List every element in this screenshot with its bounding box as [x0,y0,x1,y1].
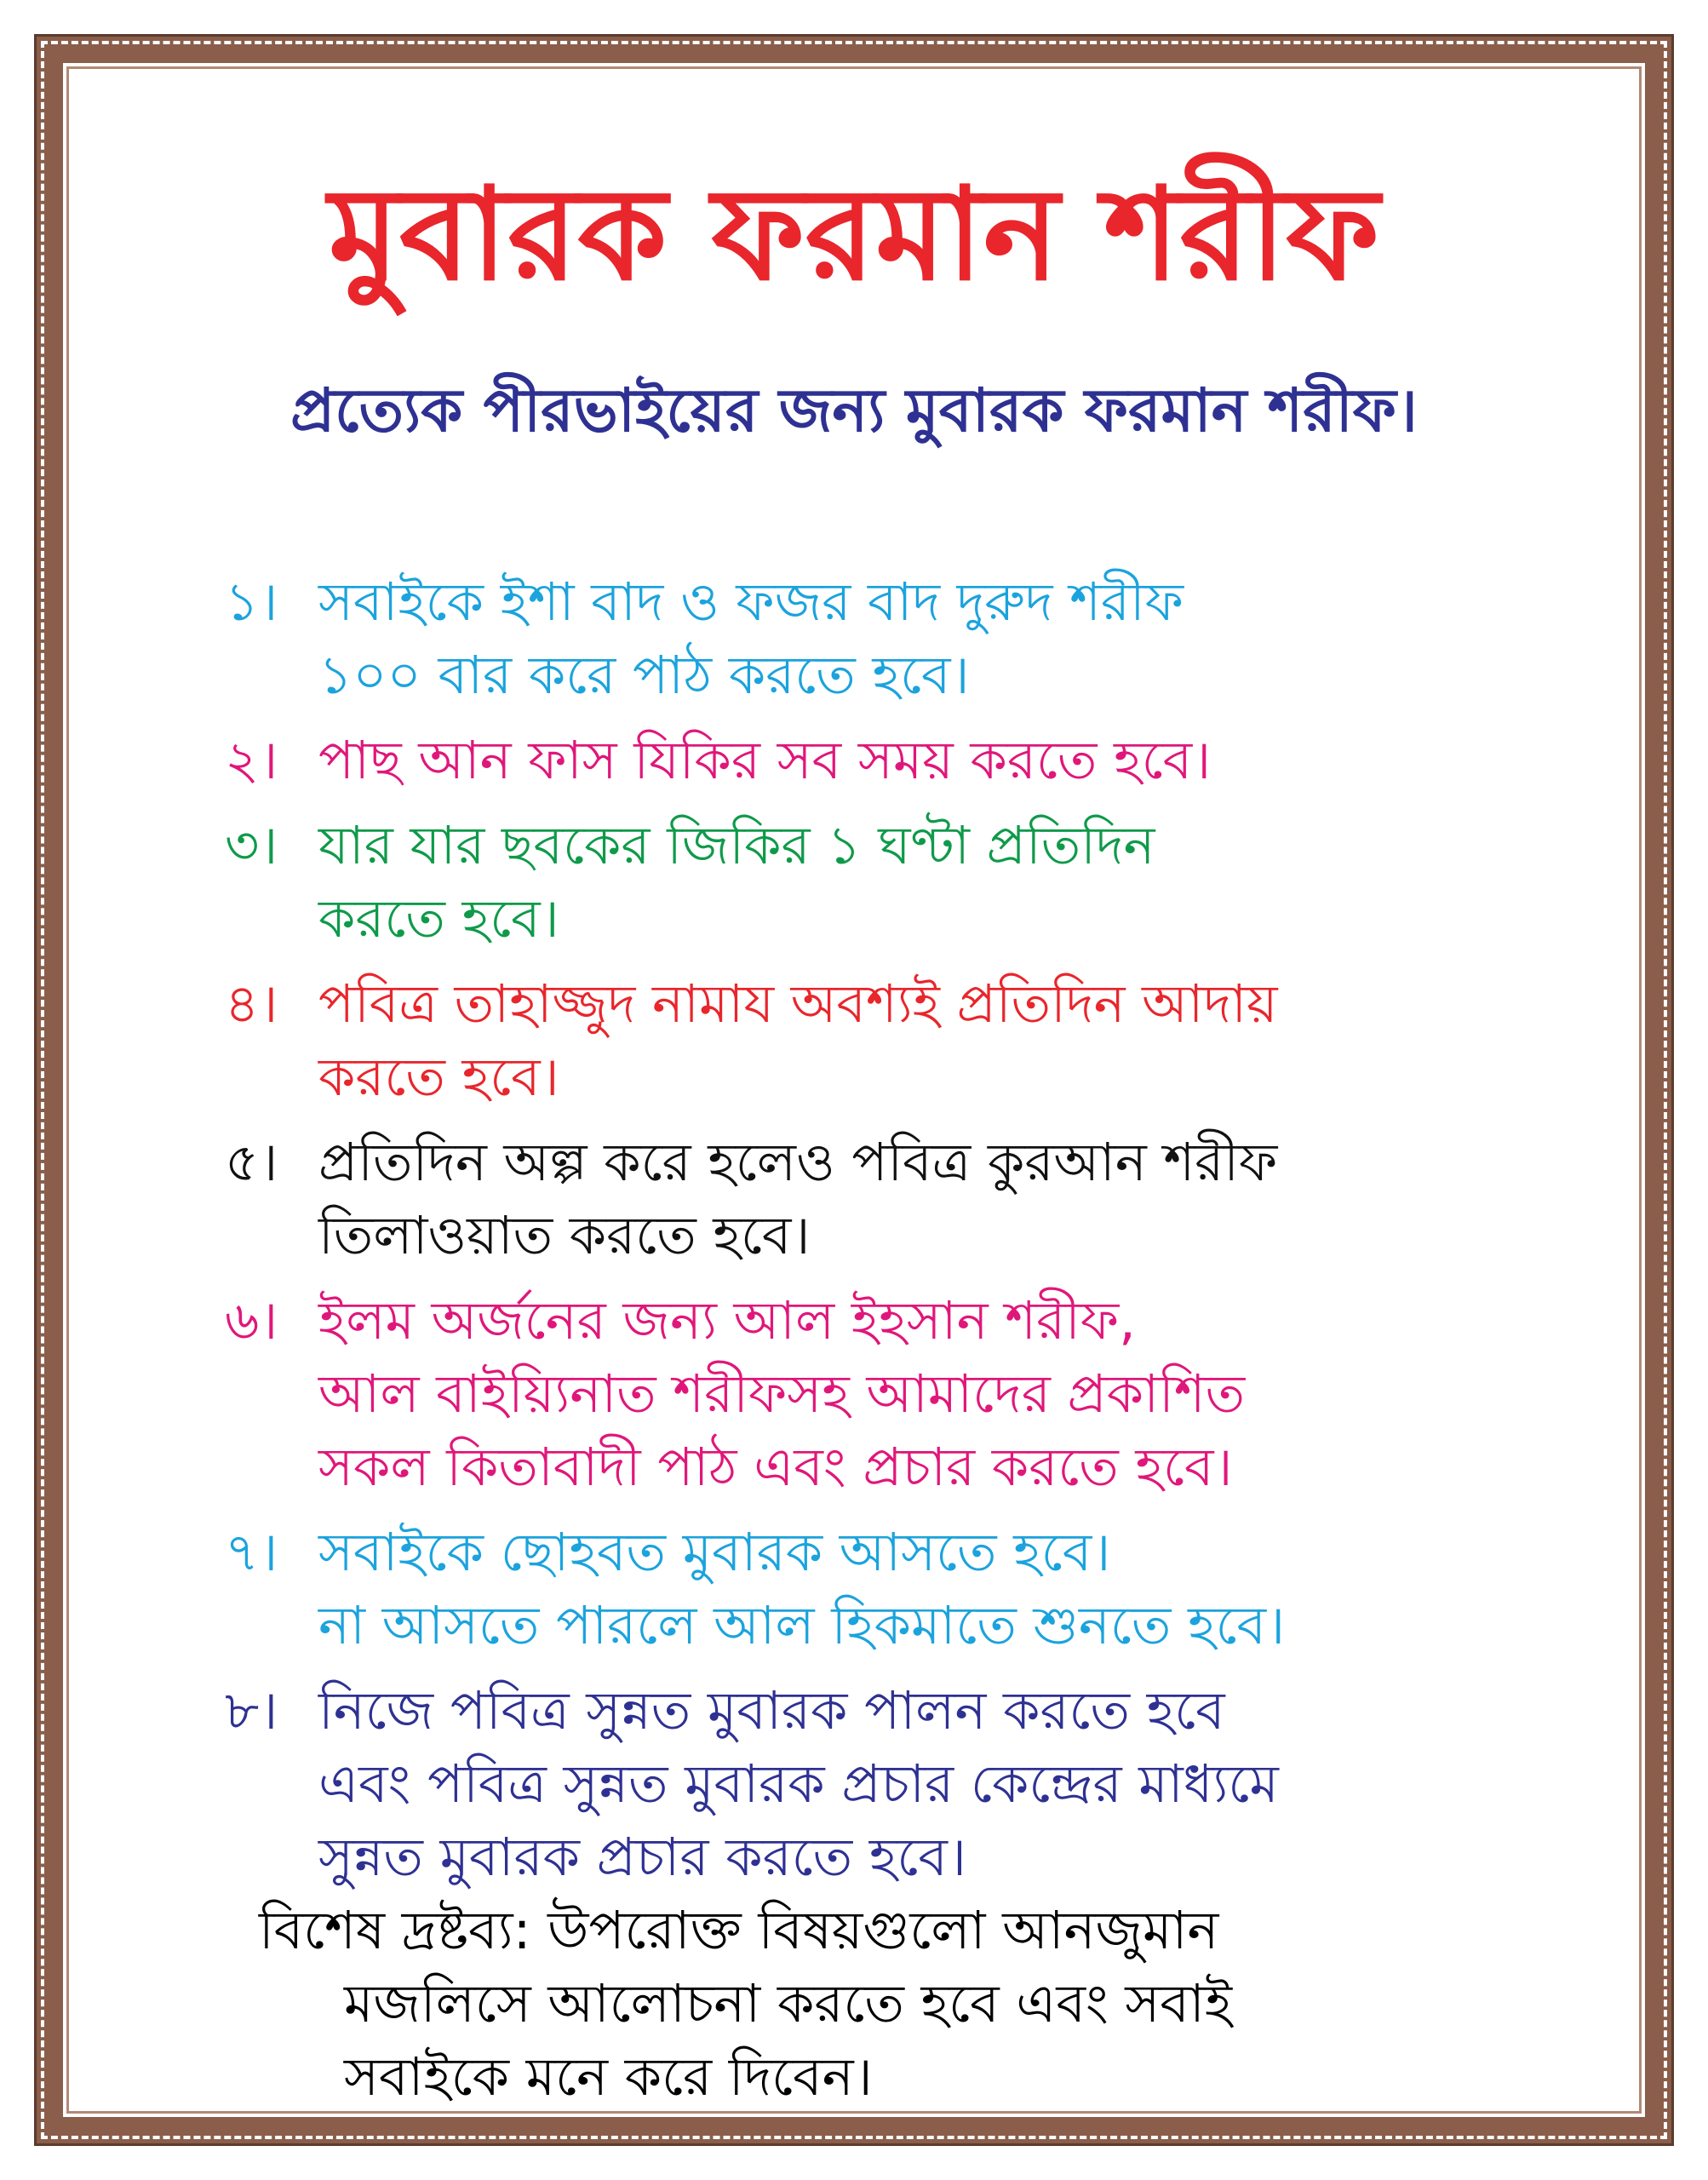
item-text-line: সুন্নত মুবারক প্রচার করতে হবে। [318,1826,966,1888]
list-item [225,1284,1604,1504]
item-number: ৩। [225,814,278,876]
item-text-line: তিলাওয়াত করতে হবে। [318,1204,811,1266]
special-note [259,1894,1587,2114]
item-text-line: প্রতিদিন অল্প করে হলেও পবিত্র কুরআন শরীফ [318,1131,1278,1193]
item-text-line: পবিত্র তাহাজ্জুদ নামায অবশ্যই প্রতিদিন আদায় [318,972,1278,1035]
item-text [318,1674,1604,1894]
item-text-line: আল বাইয়্যিনাত শরীফসহ আমাদের প্রকাশিত [318,1362,1246,1425]
instruction-list [225,565,1604,1906]
item-text-line: সবাইকে ইশা বাদ ও ফজর বাদ দুরুদ শরীফ [318,571,1184,633]
item-number: ১। [225,571,278,633]
page-subtitle: প্রত্যেক পীরভাইয়ের জন্য মুবারক ফরমান শরীফ। [290,376,1418,445]
note-line: মজলিসে আলোচনা করতে হবে এবং সবাই [344,1972,1233,2034]
item-text-line: ১০০ বার করে পাঠ করতে হবে। [318,644,970,706]
item-number: ৫। [225,1131,278,1193]
list-item [225,565,1604,712]
note-line: সবাইকে মনে করে দিবেন। [344,2045,873,2108]
item-number: ৬। [225,1289,278,1351]
item-text [318,1284,1604,1504]
item-text [318,1126,1604,1272]
list-item [225,1516,1604,1662]
item-text-line: করতে হবে। [318,1046,559,1108]
note-line: বিশেষ দ্রষ্টব্য: উপরোক্ত বিষয়গুলো আনজুমান [259,1899,1219,1961]
item-text [318,967,1604,1114]
item-text-line: ইলম অর্জনের জন্য আল ইহসান শরীফ, [318,1289,1136,1351]
item-number: ৪। [225,972,278,1035]
item-text [318,809,1604,955]
list-item [225,809,1604,955]
item-text-line: নিজে পবিত্র সুন্নত মুবারক পালন করতে হবে [318,1679,1225,1741]
item-text [318,1516,1604,1662]
item-number: ৮। [225,1679,278,1741]
list-item [225,1674,1604,1894]
item-number: ৭। [225,1521,278,1583]
item-text-line: এবং পবিত্র সুন্নত মুবারক প্রচার কেন্দ্রের মাধ্যমে [318,1753,1279,1815]
item-text-line: সবাইকে ছোহবত মুবারক আসতে হবে। [318,1521,1111,1583]
item-text-line: না আসতে পারলে আল হিকমাতে শুনতে হবে। [318,1594,1286,1656]
list-item [225,1126,1604,1272]
item-text [318,565,1604,712]
item-number: ২। [225,729,278,791]
item-text [318,724,1604,797]
list-item [225,724,1604,797]
item-text-line: পাছ আন ফাস যিকির সব সময় করতে হবে। [318,729,1212,791]
item-text-line: সকল কিতাবাদী পাঠ এবং প্রচার করতে হবে। [318,1436,1233,1498]
item-text-line: যার যার ছবকের জিকির ১ ঘণ্টা প্রতিদিন [318,814,1155,876]
list-item [225,967,1604,1114]
item-text-line: করতে হবে। [318,887,559,949]
decorative-border-frame [34,34,1674,2146]
page-title: মুবারক ফরমান শরীফ [328,161,1380,309]
